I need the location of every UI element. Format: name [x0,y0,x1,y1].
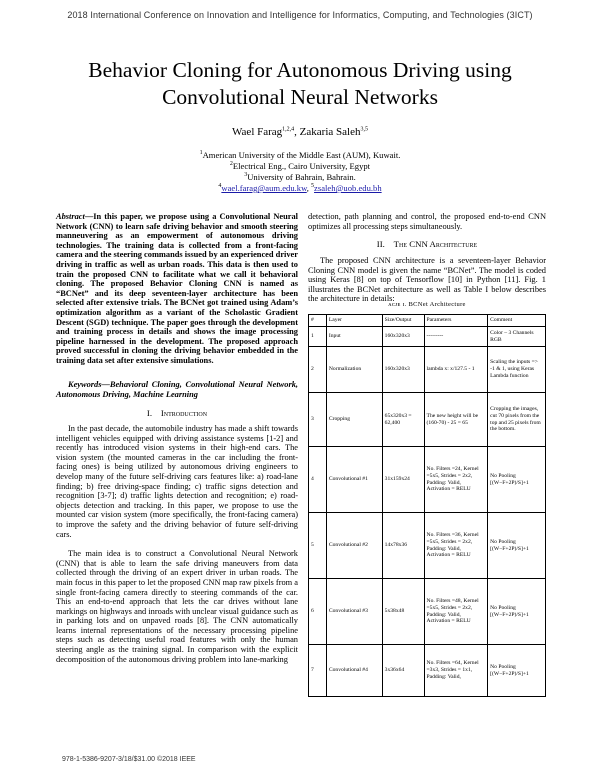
affiliation-sup: 2 [229,161,233,167]
cell-params: No. Filters =36, Kernel =5x5, Strides = 2x2, Padding: Valid, Activation = RELU [424,513,488,579]
paper-title [40,57,560,111]
table-row [309,327,546,347]
section-number: II. [376,239,385,249]
email-separator: , [306,182,312,193]
abstract [56,212,298,366]
page-footer: 978-1-5386-9207-3/18/$31.00 ©2018 IEEE [62,756,196,763]
abstract-label: Abstract [56,212,85,221]
table-header-cell: Layer [326,315,382,327]
cell-params: No. Filters =64, Kernel =3x3, Strides = 1x1, Padding: Valid, [424,645,488,697]
table-header-cell: Parameters [424,315,488,327]
affiliation-text: Electrical Eng., Cairo University, Egypt [232,160,371,171]
introduction-body [56,424,298,664]
cell-num: 1 [309,327,327,347]
section-title: The CNN Architecture [393,239,478,249]
email-link-2[interactable]: zsaleh@uob.edu.bh [314,182,382,193]
section-heading-introduction [56,409,298,419]
author-1: Wael Farag [232,126,283,138]
cell-params: --------- [424,327,488,347]
cell-size: 5x38x48 [382,579,424,645]
keywords-body: Behavioral Cloning, Convolutional Neural Network, Autonomous Driving, Machine Learning [56,380,298,399]
cell-comment: No Pooling [(W−F+2P)/S]+1 [488,579,546,645]
table-row [309,645,546,697]
email-sup: 4 [218,183,222,189]
cell-size: 160x320x3 [382,347,424,393]
section-number: I. [146,408,153,418]
author-list [0,126,600,138]
architecture-table [308,314,546,697]
keywords [56,380,298,399]
email-sup: 5 [311,183,315,189]
cell-params: No. Filters =24, Kernel =5x5, Strides = 2x2, Padding: Valid, Activation = RELU [424,447,488,513]
affiliation-sup: 3 [244,172,248,178]
cell-num: 2 [309,347,327,393]
conference-header: 2018 International Conference on Innovation and Intelligence for Informatics, Computing, and Technologies (3ICT) [67,10,533,20]
table-header-cell: Size/Output [382,315,424,327]
cell-comment: Color – 3 Channels RGB [488,327,546,347]
email-link-1[interactable]: wael.farag@aum.edu.kw [221,182,307,193]
cell-size: 31x159x24 [382,447,424,513]
section-title: Introduction [160,408,208,418]
cell-params: The new height will be (160-70) - 25 = 65 [424,393,488,447]
table-caption: ᴀᴄᴊᴇ ɪ. BCNet Architecture [388,301,466,308]
cell-comment: No Pooling [(W−F+2P)/S]+1 [488,513,546,579]
affiliation-text: American University of the Middle East (AUM), Kuwait. [202,149,401,160]
cell-num: 6 [309,579,327,645]
cell-comment: Scaling the inputs => -1 & 1, using Keras Lambda function [488,347,546,393]
cell-params: lambda x: x/127.5 - 1 [424,347,488,393]
title-line-2: Convolutional Neural Networks [162,85,438,109]
cell-size: 65x320x3 = 62,400 [382,393,424,447]
cell-layer: Convolutional #1 [326,447,382,513]
table-header-cell: # [309,315,327,327]
table-row [309,393,546,447]
intro-paragraph-2: The main idea is to construct a Convolutional Neural Network (CNN) that is able to learn the safe driving maneuvers from data collected through the driving of an expert driver in urban roads. The main focus in this paper to let the proposed CNN map raw pixels from a single front-facing camera directly to steering commands of the car. This an end-to-end approach that lets the car drives without lane markings on highways and inroads with unclear visual guidance such as in parking lots and on unpaved roads [8]. The CNN automatically learns internal representations of the necessary processing pipeline steps such as detecting useful road features with only the human steering angle as the training signal. In comparison with the explicit decomposition of the autonomous driving problem into lane-marking [56,549,298,664]
keywords-label: Keywords— [68,380,110,389]
affiliation-sup: 1 [199,150,203,156]
cell-layer: Convolutional #3 [326,579,382,645]
table-row [309,579,546,645]
cell-num: 5 [309,513,327,579]
cell-layer: Normalization [326,347,382,393]
cell-layer: Convolutional #2 [326,513,382,579]
cell-num: 7 [309,645,327,697]
cell-size: 14x78x36 [382,513,424,579]
cell-size: 160x320x3 [382,327,424,347]
author-emails [0,181,600,194]
cell-comment: Cropping the images, cut 70 pixels from the top and 25 pixels from the bottom. [488,393,546,447]
table-header-row [309,315,546,327]
cell-size: 3x36x64 [382,645,424,697]
cell-layer: Input [326,327,382,347]
table-row [309,513,546,579]
cell-num: 3 [309,393,327,447]
affiliation-text: University of Bahrain, Bahrain. [247,171,356,182]
cell-comment: No Pooling [(W−F+2P)/S]+1 [488,447,546,513]
cell-layer: Convolutional #4 [326,645,382,697]
architecture-paragraph: The proposed CNN architecture is a seventeen-layer Behavior Cloning CNN model is given the name “BCNet”. The model is coded using Keras [8] on top of Tensorflow [10] in Python [11]. Fig. 1 illustrates the BCNet architecture as well as Table I below describes the architecture in details: [308,256,546,304]
intro-paragraph-1: In the past decade, the automobile industry has made a shift towards intelligent vehicles equipped with driving assistance systems [1-2] and recently has introduced vision systems in their high-end cars. The vision system (the mounted cameras in the car including the front-facing ones) is being utilized by autonomous driving engineers to develop many of the future self-driving cars features like: a) road-lane finding; b) free driving-space finding; c) traffic signs detection and recognition [3-7]; d) traffic lights detection and recognition; e) road-objects detection and tracking. In this paper, we propose to use the mounted car vision system (more specifically, the front-facing camera) to improve the safety and the driving behavior of future self-driving cars. [56,424,298,539]
abstract-dash: — [84,212,94,221]
author-2: Zakaria Saleh [299,126,361,138]
title-line-1: Behavior Cloning for Autonomous Driving using [88,58,512,82]
cell-params: No. Filters =48, Kernel =5x5, Strides = 2x2, Padding: Valid, Activation = RELU [424,579,488,645]
table-row [309,447,546,513]
cell-num: 4 [309,447,327,513]
section-heading-architecture [308,240,546,250]
table-row [309,347,546,393]
author-2-affil: 3,5 [360,126,368,133]
table-header-cell: Comment [488,315,546,327]
cell-comment: No Pooling [(W−F+2P)/S]+1 [488,645,546,697]
cell-layer: Cropping [326,393,382,447]
architecture-body [308,256,546,304]
intro-continuation: detection, path planning and control, the proposed end-to-end CNN optimizes all processing steps simultaneously. [308,212,546,231]
author-1-affil: 1,2,4 [282,126,295,133]
abstract-body: In this paper, we propose using a Convolutional Neural Network (CNN) to learn safe driving behavior and smooth steering manneuvering as an empowerment of autonomous driving technologies. The training data is collected from a front-facing camera and the steering commands issued by an experienced driver driving in traffic as well as urban roads. This data is then used to train the proposed CNN to facilitate what we call it behavioral cloning. The proposed Behavior Cloning CNN is named as “BCNet” and its deep seventeen-layer architecture has been selected after extensive trials. The BCNet got trained using Adam’s optimization algorithm as a variant of the Scholastic Gradient Descent (SGD) technique. The paper goes through the development and training process in details and shows the image processing pipeline harnessed in the development. The proposed approach proved successful in cloning the driving behavior embedded in the training data set after extensive simulations. [56,212,298,365]
author-separator: , [294,126,300,138]
